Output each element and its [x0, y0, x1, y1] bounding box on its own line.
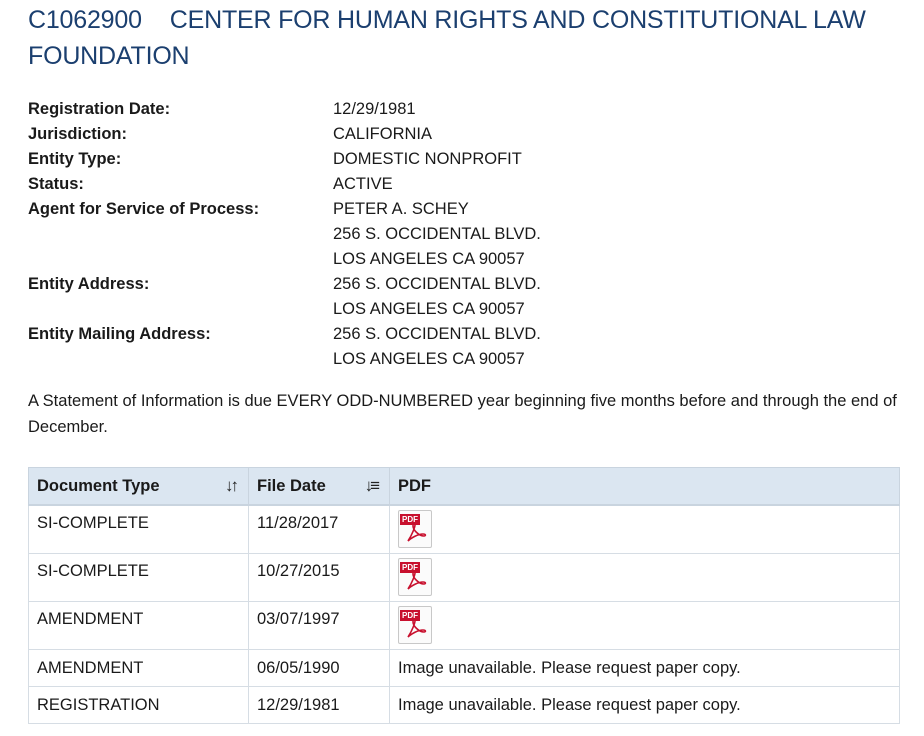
acrobat-swirl-icon	[405, 570, 427, 592]
cell-pdf	[390, 553, 900, 601]
cell-pdf: Image unavailable. Please request paper copy.	[390, 649, 900, 686]
detail-label: Agent for Service of Process:	[28, 200, 260, 218]
detail-value: 12/29/1981	[333, 100, 416, 118]
pdf-icon[interactable]	[398, 558, 432, 596]
detail-status	[28, 172, 924, 197]
col-document-type[interactable]	[29, 468, 249, 506]
detail-value: PETER A. SCHEY	[333, 200, 469, 218]
table-row	[29, 553, 900, 601]
detail-label: Registration Date:	[28, 100, 171, 118]
cell-file-date: 12/29/1981	[249, 686, 390, 723]
entity-name: CENTER FOR HUMAN RIGHTS AND CONSTITUTIONAL LAW FOUNDATION	[28, 6, 866, 70]
detail-value: DOMESTIC NONPROFIT	[333, 150, 522, 168]
table-row	[29, 601, 900, 649]
cell-document-type: SI-COMPLETE	[29, 553, 249, 601]
sort-descending-icon[interactable]: ↓≡	[364, 476, 377, 495]
detail-entity-address	[28, 272, 924, 322]
detail-label: Jurisdiction:	[28, 125, 128, 143]
detail-jurisdiction	[28, 122, 924, 147]
table-row	[29, 649, 900, 686]
col-file-date[interactable]	[249, 468, 390, 506]
detail-value: CALIFORNIA	[333, 125, 433, 143]
detail-value: 256 S. OCCIDENTAL BLVD.	[333, 225, 541, 243]
detail-registration-date	[28, 97, 924, 122]
detail-mailing-address	[28, 322, 924, 372]
detail-entity-type	[28, 147, 924, 172]
table-body	[29, 505, 900, 723]
cell-file-date: 03/07/1997	[249, 601, 390, 649]
detail-value: LOS ANGELES CA 90057	[333, 300, 525, 318]
detail-label: Entity Address:	[28, 275, 150, 293]
detail-label: Entity Mailing Address:	[28, 325, 211, 343]
statement-notice: A Statement of Information is due EVERY ODD-NUMBERED year beginning five months before and through the end of December.	[28, 392, 897, 436]
cell-document-type: REGISTRATION	[29, 686, 249, 723]
table-row	[29, 686, 900, 723]
cell-file-date: 06/05/1990	[249, 649, 390, 686]
pdf-icon[interactable]	[398, 606, 432, 644]
detail-value: LOS ANGELES CA 90057	[333, 250, 525, 268]
detail-value: LOS ANGELES CA 90057	[333, 350, 525, 368]
table-row	[29, 505, 900, 553]
cell-document-type: AMENDMENT	[29, 649, 249, 686]
cell-file-date: 11/28/2017	[249, 505, 390, 553]
acrobat-swirl-icon	[405, 522, 427, 544]
pdf-icon-label: PDF	[402, 562, 418, 572]
cell-pdf: Image unavailable. Please request paper copy.	[390, 686, 900, 723]
detail-agent	[28, 197, 924, 272]
cell-pdf	[390, 601, 900, 649]
detail-label: Entity Type:	[28, 150, 122, 168]
pdf-icon-label: PDF	[402, 515, 418, 524]
col-header-label: File Date	[257, 476, 326, 495]
col-pdf	[390, 468, 900, 506]
detail-value: 256 S. OCCIDENTAL BLVD.	[333, 325, 541, 343]
detail-label: Status:	[28, 175, 84, 193]
acrobat-swirl-icon	[405, 618, 427, 640]
cell-pdf	[390, 505, 900, 553]
table-header-row	[29, 468, 900, 506]
pdf-icon[interactable]	[398, 510, 432, 548]
pdf-icon-label: PDF	[402, 610, 418, 620]
sort-icon[interactable]: ↓↑	[225, 476, 236, 495]
cell-file-date: 10/27/2015	[249, 553, 390, 601]
col-header-label: PDF	[398, 476, 431, 495]
col-header-label: Document Type	[37, 476, 160, 495]
entity-details	[28, 97, 924, 372]
page-title	[28, 0, 908, 74]
cell-document-type: SI-COMPLETE	[29, 505, 249, 553]
documents-table	[28, 467, 900, 724]
cell-document-type: AMENDMENT	[29, 601, 249, 649]
detail-value: 256 S. OCCIDENTAL BLVD.	[333, 275, 541, 293]
entity-number: C1062900	[28, 6, 142, 34]
detail-value: ACTIVE	[333, 175, 393, 193]
